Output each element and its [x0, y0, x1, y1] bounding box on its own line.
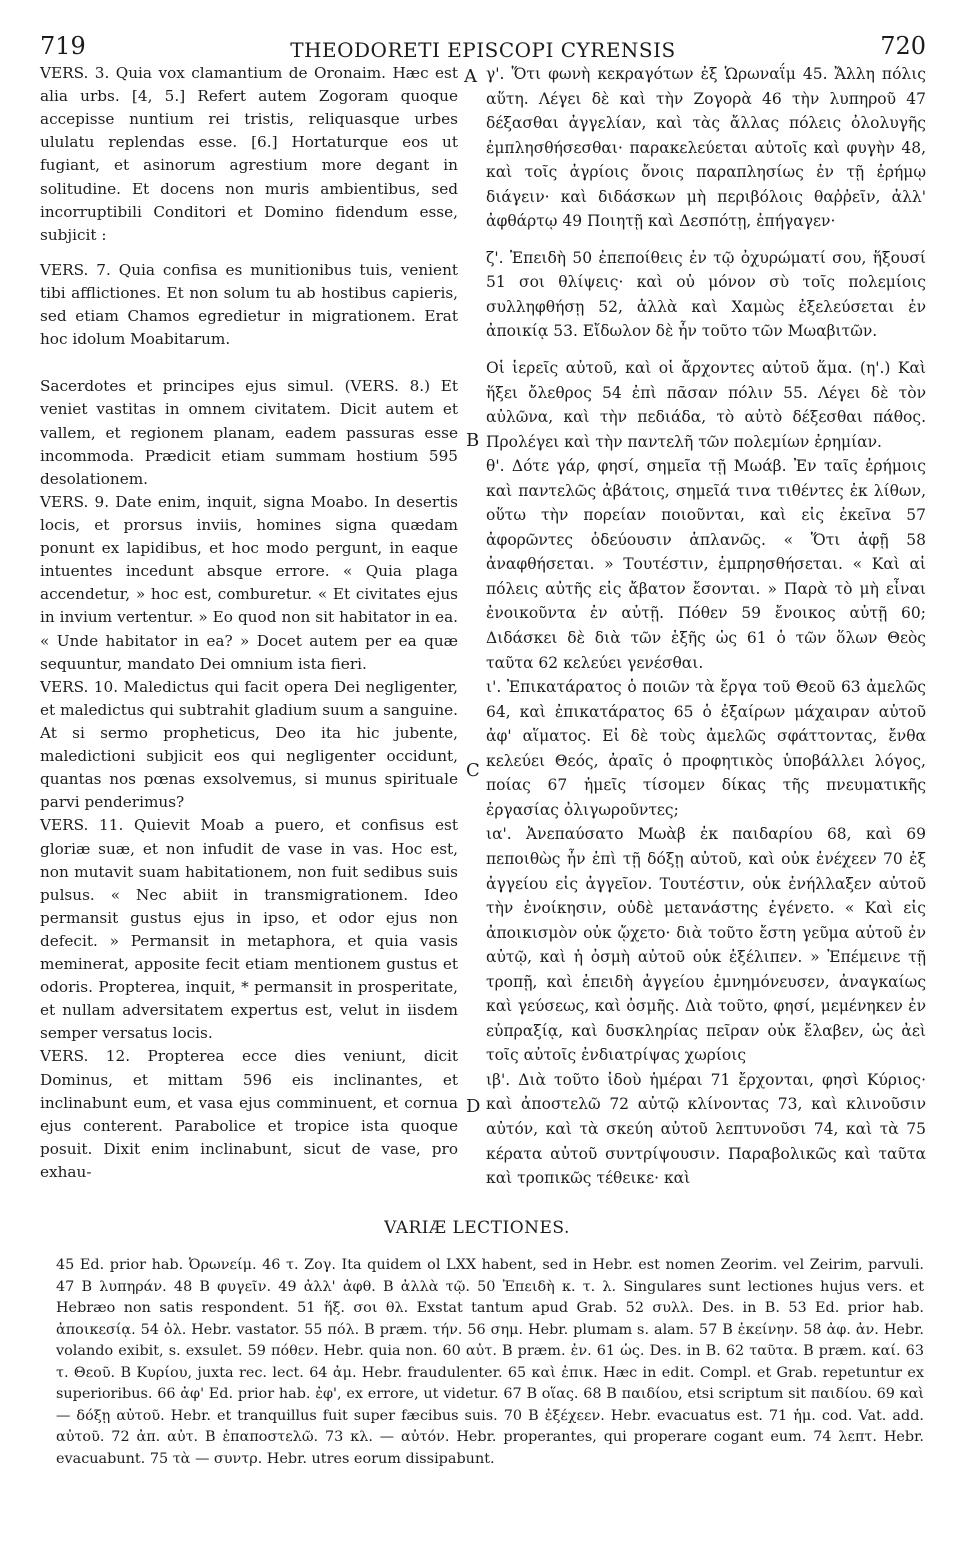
margin-marker-d: D — [466, 1096, 481, 1117]
variae-lectiones-text: 45 Ed. prior hab. Ὀρωνείμ. 46 τ. Ζογ. Ita quidem ol LXX habent, sed in Hebr. est nomen Zeorim. vel Zeirim, parvuli. 47 B λυπηράν. 48 B φυγεῖν. 49 ἀλλ' ἀφθ. B ἀλλὰ τῷ. 50 Ἐπειδὴ κ. τ. λ. Singulares sunt lectiones hujus vers. et Hebræo non satis respondent. 51 ἥξ. σοι θλ. Exstat tantum apud Grab. 52 συλλ. Des. in B. 53 Ed. prior hab. ἀποικεσίᾳ. 54 ὀλ. Hebr. vastator. 55 πόλ. B præm. τήν. 56 σημ. Hebr. plumam s. alam. 57 B ἐκείνην. 58 ἀφ. ἀν. Hebr. volando exibit, s. exsulet. 59 πόθεν. Hebr. quia non. 60 αὐτ. B præm. ἐν. 61 ὡς. Des. in B. 62 ταῦτα. B præm. καί. 63 τ. Θεοῦ. B Κυρίου, juxta rec. lect. 64 ἀμ. Hebr. fraudulenter. 65 καὶ ἐπικ. Hæc in edit. Compl. et Grab. repetuntur ex superioribus. 66 ἀφ' Ed. prior hab. ἐφ', ex errore, ut videtur. 67 B οἵας. 68 B παιδίου, etsi scriptum sit παιδίου. 69 καὶ — δόξῃ αὐτοῦ. Hebr. et tranquillus fuit super fæcibus suis. 70 B ἐξέχεεν. Hebr. evacuatus est. 71 ἡμ. cod. Vat. add. αὐτοῦ. 72 ἀπ. αὐτ. B ἐπαποστελῶ. 73 κλ. — αὐτόν. Hebr. properantes, qui properare cogant eum. 74 λεπτ. Hebr. evacuabunt. 75 τὰ — συντρ. Hebr. utres eorum dissipabunt. — [56, 1257, 924, 1467]
margin-marker-c: C — [466, 760, 480, 781]
running-header — [40, 30, 926, 60]
latin-paragraph-vers-10: VERS. 10. Maledictus qui facit opera Dei negligenter, et maledictus qui subtrahit gladium suum a sanguine. At si sermo propheticus, Deo ita hic jubente, maledictioni subjicit eos qui negligenter occidunt, quantas nos pœnas exsolvemus, si munus spirituale parvi penderimus? — [40, 677, 458, 812]
margin-marker-b: B — [466, 430, 480, 451]
latin-paragraph-vers-8: Sacerdotes et principes ejus simul. (VERS. 8.) Et veniet vastitas in omnem civitatem. Dicit autem et vallem, et regionem planam, eadem passuras esse incommoda. Prædicit etiam summam hostium 595 desolationem. — [40, 377, 458, 488]
variae-lectiones-heading: VARIÆ LECTIONES. — [384, 1218, 570, 1238]
latin-paragraph-vers-12: VERS. 12. Propterea ecce dies veniunt, dicit Dominus, et mittam 596 eis inclinantes, et inclinabunt eum, et vasa ejus comminuent, et cornua ejus conterent. Parabolice et tropice ista quoque posuit. Dixit enim inclinabunt, sicut de vase, pro exhau- — [40, 1047, 458, 1182]
latin-paragraph-vers-11: VERS. 11. Quievit Moab a puero, et confisus est gloriæ suæ, et non infudit de vase in vas. Hoc est, non mutavit suam habitationem, non fuit sedibus suis pulsus. « Nec abiit in transmigrationem. Ideo permansit gustus ejus in ipso, et odor ejus non defecit. » Permansit in metaphora, et quia vasis meminerat, apposite fecit etiam mentionem gustus et odoris. Propterea, inquit, * permansit in prosperitate, et nullam adversitatem expertus est, velut in iisdem semper versatus locis. — [40, 816, 458, 1043]
page-number-right: 720 — [880, 32, 926, 60]
variae-lectiones-notes — [56, 1255, 924, 1470]
page-number-left: 719 — [40, 32, 86, 60]
greek-column — [486, 62, 926, 1191]
latin-paragraph-vers-9: VERS. 9. Date enim, inquit, signa Moabo. In desertis locis, et prorsus inviis, homines signa quædam ponunt ex lapidibus, et hoc modo pergunt, in eaque intuentes incedunt absque errore. « Quia plaga accendetur, » hoc est, comburetur. « Et civitates ejus in invium vertentur. » Eo quod non sit habitator in ea. « Unde habitator in ea? » Docet autem per ea quæ sequuntur, mandato Dei omnium ista fieri. — [40, 492, 458, 673]
margin-marker-a: A — [464, 66, 477, 87]
greek-paragraph-vers-8: Οἱ ἱερεῖς αὐτοῦ, καὶ οἱ ἄρχοντες αὐτοῦ ἅμα. (η'.) Καὶ ἥξει ὄλεθρος 54 ἐπὶ πᾶσαν πόλιν 55. Λέγει δὲ τὸν αὐλῶνα, καὶ τὴν πεδιάδα, τὸ αὐτὸ δέξεσθαι πάθος. Προλέγει καὶ τὴν παντελῆ τῶν πολεμίων ἐρημίαν. — [486, 359, 926, 451]
latin-paragraph-vers-3: VERS. 3. Quia vox clamantium de Oronaim. Hæc est alia urbs. [4, 5.] Refert autem Zogoram quoque accepisse nuntium rei tristis, reliquasque urbes ululatu replendas esse. [6.] Hortaturque eos ut fugiant, et asinorum agrestium more degant in solitudine. Et docens non muris ambientibus, sed incorruptibili Conditori et Domino fidendum esse, subjicit : — [40, 64, 458, 244]
greek-paragraph-vers-11: ια'. Ἀνεπαύσατο Μωὰβ ἐκ παιδαρίου 68, καὶ 69 πεποιθὼς ἦν ἐπὶ τῇ δόξῃ αὐτοῦ, καὶ οὐκ ἐνέχεεν 70 ἐξ ἀγγείου εἰς ἀγγεῖον. Τουτέστιν, οὐκ ἐνήλλαξεν αὐτοῦ τὴν ἐνοίκησιν, οὐδὲ μετανάστης ἐγένετο. « Καὶ εἰς ἀποικισμὸν οὐκ ᾤχετο· διὰ τοῦτο ἔστη γεῦμα αὐτοῦ ἐν αὐτῷ, καὶ ἡ ὀσμὴ αὐτοῦ οὐκ ἐξέλιπεν. » Ἐπέμεινε τῇ τροπῇ, καὶ ἐπειδὴ ἀγγείου ἐμνημόνευσεν, ἀναγκαίως καὶ γεύσεως, καὶ ὀσμῆς. Διὰ τοῦτο, φησί, μεμένηκεν ἐν εὐπραξίᾳ, καὶ δυσκληρίας πεῖραν οὐκ ἔλαβεν, ὡς ἀεὶ τοῖς αὐτοῖς ἐνδιατρίψας χωρίοις — [486, 825, 926, 1065]
latin-paragraph-vers-7: VERS. 7. Quia confisa es munitionibus tuis, venient tibi afflictiones. Et non solum tu ab hostibus capieris, sed etiam Chamos egredietur in migrationem. Erat hoc idolum Moabitarum. — [40, 260, 458, 349]
greek-paragraph-vers-3: γ'. Ὅτι φωνὴ κεκραγότων ἐξ Ὡρωναΐμ 45. Ἄλλη πόλις αὕτη. Λέγει δὲ καὶ τὴν Ζογορὰ 46 τὴν λυπηροῦ 47 δέξασθαι ἀγγελίαν, καὶ τὰς ἄλλας πόλεις ὀλολυγῆς ἐμπλησθήσεσθαι· παρακελεύεται αὐτοῖς καὶ φυγὴν 48, καὶ τοῖς ἀγρίοις ὄνοις παραπλησίως ἐν τῇ ἐρήμῳ διάγειν· καὶ διδάσκων μὴ περιβόλοις θαῤῥεῖν, ἀλλ' ἀφθάρτῳ 49 Ποιητῇ καὶ Δεσπότῃ, ἐπήγαγεν· — [486, 65, 926, 231]
greek-paragraph-vers-12: ιβ'. Διὰ τοῦτο ἰδοὺ ἡμέραι 71 ἔρχονται, φησὶ Κύριος· καὶ ἀποστελῶ 72 αὐτῷ κλίνοντας 73, καὶ κλινοῦσιν αὐτόν, καὶ τὰ σκεύη αὐτοῦ λεπτυνοῦσι 74, καὶ τὰ 75 κέρατα αὐτοῦ συντρίψουσιν. Παραβολικῶς καὶ ταῦτα καὶ τροπικῶς τέθεικε· καὶ — [486, 1070, 926, 1188]
greek-paragraph-vers-7: ζ'. Ἐπειδὴ 50 ἐπεποίθεις ἐν τῷ ὀχυρώματί σου, ἥξουσί 51 σοι θλίψεις· καὶ οὐ μόνον σὺ τοῖς πολεμίοις συλληφθήσῃ 52, ἀλλὰ καὶ Χαμὼς ἐξελεύσεται ἐν ἀποικίᾳ 53. Εἴδωλον δὲ ἦν τοῦτο τῶν Μωαβιτῶν. — [486, 248, 926, 341]
latin-column — [40, 62, 458, 1184]
running-title: THEODORETI EPISCOPI CYRENSIS — [290, 38, 676, 62]
greek-paragraph-vers-9: θ'. Δότε γάρ, φησί, σημεῖα τῇ Μωάβ. Ἐν ταῖς ἐρήμοις καὶ παντελῶς ἀβάτοις, σημεῖά τινα τιθέντες ἐκ λίθων, οὕτω τὴν πορείαν ποιοῦνται, καὶ εἰς ἐκεῖνα 57 ἀφορῶντες ὁδεύουσιν ἀπλανῶς. « Ὅτι ἀφῇ 58 ἀναφθήσεται. » Τουτέστιν, ἐμπρησθήσεται. « Καὶ αἱ πόλεις αὐτῆς εἰς ἄβατον ἔσονται. » Παρὰ τὸ μὴ εἶναι ἐνοικοῦντα ἐν αὐτῇ. Πόθεν 59 ἔνοικος αὐτῇ 60; Διδάσκει δὲ διὰ τῶν ἑξῆς ὡς 61 ὁ τῶν ὅλων Θεὸς ταῦτα 62 κελεύει γενέσθαι. — [486, 457, 926, 672]
greek-paragraph-vers-10: ι'. Ἐπικατάρατος ὁ ποιῶν τὰ ἔργα τοῦ Θεοῦ 63 ἀμελῶς 64, καὶ ἐπικατάρατος 65 ὁ ἐξαίρων μάχαιραν αὐτοῦ ἀφ' αἵματος. Εἰ δὲ τοὺς ἀμελῶς σφάττοντας, ἔνθα κελεύει Θεός, ἀραῖς ὁ προφητικὸς ὑποβάλλει λόγος, ποίας 67 ἡμεῖς τίσομεν δίκας τῆς πνευματικῆς ἐργασίας ὀλιγωροῦντες; — [486, 678, 926, 819]
